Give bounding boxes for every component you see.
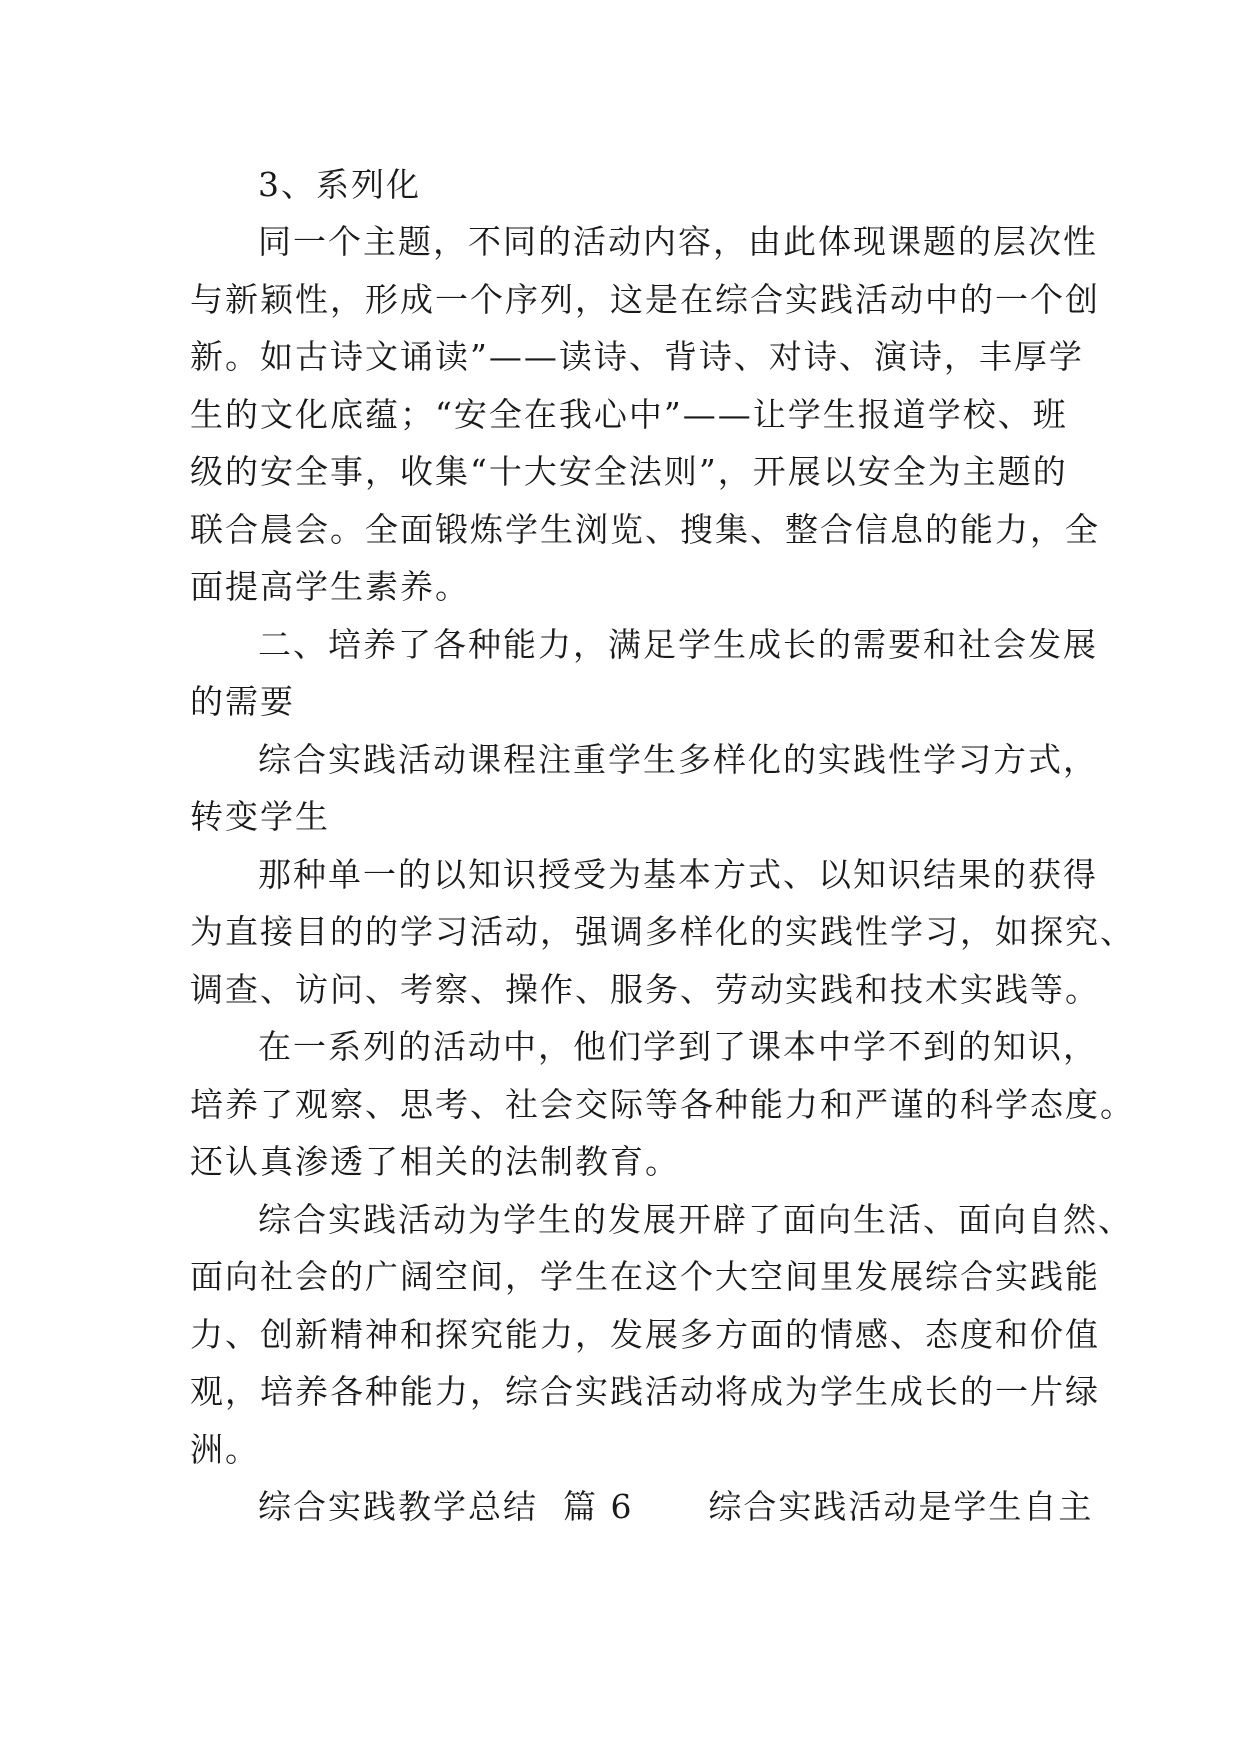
section-heading-abilities: 二、培养了各种能力，满足学生成长的需要和社会发展 — [258, 625, 1098, 664]
paragraph-line: 那种单一的以知识授受为基本方式、以知识结果的获得 — [258, 855, 1098, 894]
paragraph-line: 联合晨会。全面锻炼学生浏览、搜集、整合信息的能力，全 — [190, 510, 1100, 549]
paragraph-line: 同一个主题，不同的活动内容，由此体现课题的层次性 — [258, 222, 1098, 261]
paragraph-line: 为直接目的的学习活动，强调多样化的实践性学习，如探究、 — [190, 912, 1135, 951]
paragraph-line: 观，培养各种能力，综合实践活动将成为学生成长的一片绿 — [190, 1372, 1100, 1411]
paragraph-line: 转变学生 — [190, 797, 330, 836]
section-heading-abilities-cont: 的需要 — [190, 682, 295, 721]
paragraph-line: 级的安全事，收集“十大安全法则”，开展以安全为主题的 — [190, 452, 1068, 491]
paragraph-line: 培养了观察、思考、社会交际等各种能力和严谨的科学态度。 — [190, 1085, 1135, 1124]
section-heading-summary-6: 综合实践教学总结 篇 6 综合实践活动是学生自主 — [258, 1487, 1094, 1526]
paragraph-line: 力、创新精神和探究能力，发展多方面的情感、态度和价值 — [190, 1315, 1100, 1354]
paragraph-line: 综合实践活动为学生的发展开辟了面向生活、面向自然、 — [258, 1200, 1133, 1239]
paragraph-line: 洲。 — [190, 1430, 260, 1469]
paragraph-line: 面提高学生素养。 — [190, 567, 470, 606]
paragraph-line: 面向社会的广阔空间，学生在这个大空间里发展综合实践能 — [190, 1257, 1100, 1296]
paragraph-line: 还认真渗透了相关的法制教育。 — [190, 1142, 680, 1181]
paragraph-line: 调查、访问、考察、操作、服务、劳动实践和技术实践等。 — [190, 970, 1100, 1009]
paragraph-line: 综合实践活动课程注重学生多样化的实践性学习方式， — [258, 740, 1098, 779]
section-heading-serialization: 3、系列化 — [258, 165, 421, 204]
paragraph-line: 与新颖性，形成一个序列，这是在综合实践活动中的一个创 — [190, 280, 1100, 319]
paragraph-line: 新。如古诗文诵读”——读诗、背诗、对诗、演诗，丰厚学 — [190, 337, 1084, 376]
paragraph-line: 在一系列的活动中，他们学到了课本中学不到的知识， — [258, 1027, 1098, 1066]
paragraph-line: 生的文化底蕴；“安全在我心中”——让学生报道学校、班 — [190, 395, 1068, 434]
